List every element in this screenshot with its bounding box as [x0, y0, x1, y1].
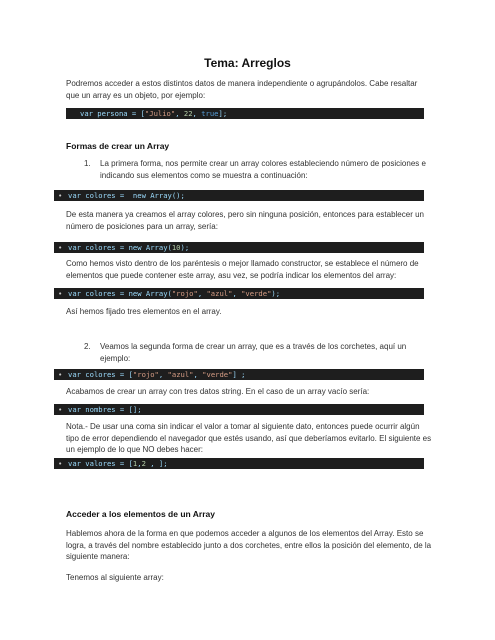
code-line-new-array: • var colores = new Array();	[54, 190, 424, 201]
paragraph-constructor: Como hemos visto dentro de los paréntesis o mejor llamado constructor, se establece el número de elementos que puede contener este array, asu vez, se podría indicar los elementos del array:	[66, 259, 419, 280]
paragraph-nota: Nota.- De usar una coma sin indicar el valor a tomar al siguiente dato, entonces puede ocurrir algún tipo de error dependiendo el navegador que estés usando, así que deberíamos evitarlo. El siguiente es un ejemplo de lo que NO debes hacer:	[66, 422, 432, 454]
code-line-array-colores: • var colores = new Array("rojo", "azul", "verde");	[54, 288, 424, 299]
intro-paragraph: Podremos acceder a estos distintos datos de manera independiente o agrupándolos. Cabe resaltar que un array es un objeto, por ejemplo:	[66, 79, 418, 100]
bullet-icon: •	[58, 405, 63, 414]
code-line-nombres: • var nombres = [];	[54, 404, 424, 415]
paragraph-array-vacio: Acabamos de crear un array con tres datos string. En el caso de un array vacío sería:	[66, 387, 370, 396]
page-title: Tema: Arreglos	[204, 56, 291, 70]
list-item-2: 2. Veamos la segunda forma de crear un array, que es a través de los corchetes, aquí un ejemplo:	[84, 342, 407, 363]
paragraph-sin-posicion: De esta manera ya creamos el array colores, pero sin ninguna posición, entonces para establecer un número de posiciones para un array, sería:	[66, 210, 424, 231]
section-heading-formas: Formas de crear un Array	[66, 141, 170, 151]
code-line-persona: var persona = ["Julio", 22, true];	[66, 108, 424, 119]
paragraph-acceder: Hablemos ahora de la forma en que podemos acceder a algunos de los elementos del Array. Esto se logra, a través del nombre establecido junto a dos corchetes, entre ellos la posición del elemento, de la siguiente manera:	[66, 529, 432, 561]
paragraph-tres-elementos: Así hemos fijado tres elementos en el array.	[66, 307, 222, 316]
code-line-array-10: • var colores = new Array(10);	[54, 242, 424, 253]
bullet-icon: •	[58, 459, 63, 468]
bullet-icon: •	[58, 243, 63, 252]
bullet-icon: •	[58, 370, 63, 379]
section-heading-acceder: Acceder a los elementos de un Array	[66, 509, 215, 519]
bullet-icon: •	[58, 191, 63, 200]
list-item-1: 1. La primera forma, nos permite crear un array colores estableciendo número de posiciones e indicando sus elementos como se muestra a continuación:	[84, 159, 426, 180]
code-line-corchetes: • var colores = ["rojo", "azul", "verde"] ;	[54, 369, 424, 380]
paragraph-siguiente-array: Tenemos al siguiente array:	[66, 573, 164, 582]
bullet-icon: •	[58, 289, 63, 298]
code-line-valores: • var valores = [1,2 , ];	[54, 458, 424, 469]
